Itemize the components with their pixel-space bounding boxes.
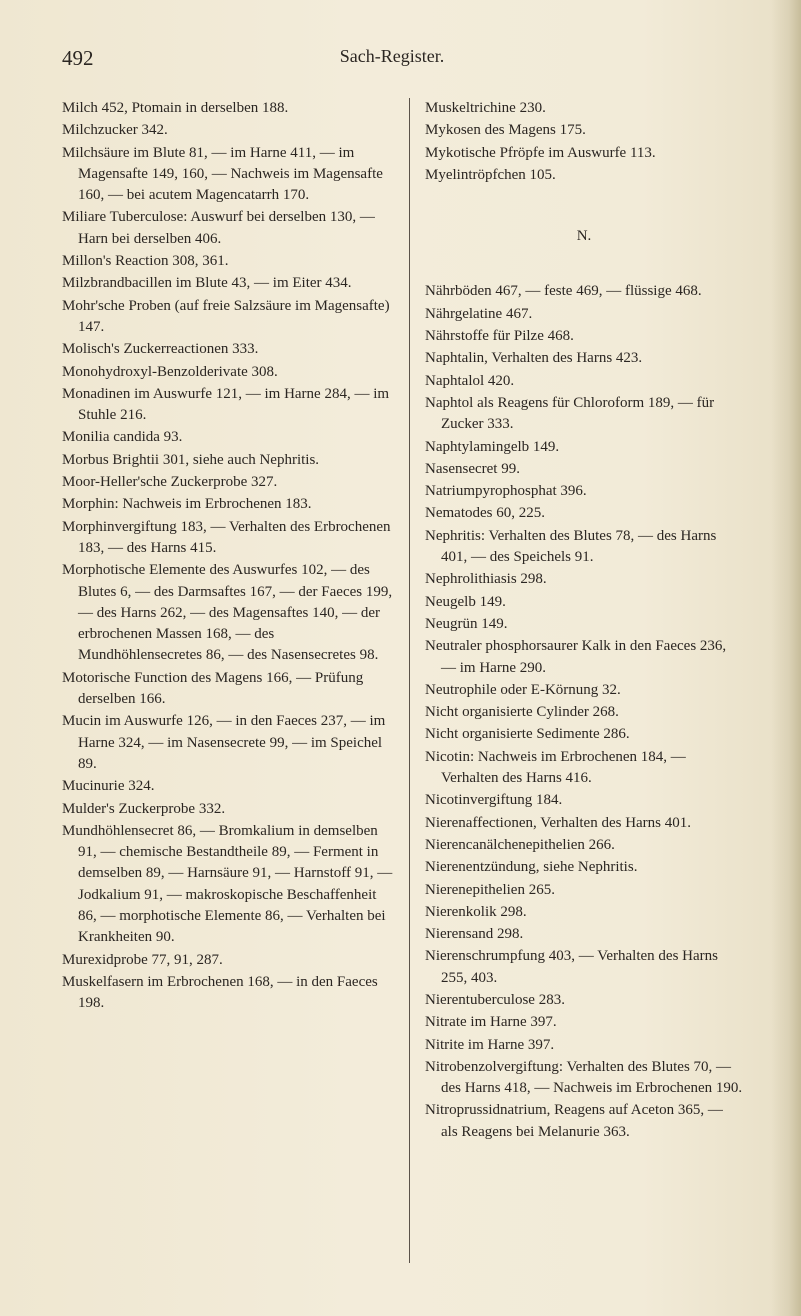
index-entry: Nitrate im Harne 397. [425,1014,557,1031]
index-entry: Molisch's Zuckerreactionen 333. [62,341,259,358]
index-entry: Neugrün 149. [425,615,508,632]
index-entry: Naphtol als Reagens für Chloroform 189, — für Zucker 333. [425,394,715,433]
page-edge-shadow [771,0,801,1316]
index-entry: Nicht organisierte Cylinder 268. [425,704,619,721]
index-entry: Muskeltrichine 230. [425,100,546,116]
index-entry: Motorische Function des Magens 166, — Prüfung derselben 166. [62,669,364,708]
index-entry: Nasensecret 99. [425,460,520,477]
column-divider [409,98,410,1263]
index-entry: Nierenepithelien 265. [425,881,555,898]
index-entry: Milchsäure im Blute 81, — im Harne 411, — im Magensafte 149, 160, — Nachweis im Magensafte 160, — bei acutem Magencatarrh 170. [62,144,383,204]
index-entries-m [425,98,743,186]
index-entry: Nitroprussidnatrium, Reagens auf Aceton 365, — als Reagens bei Melanurie 363. [425,1102,723,1140]
index-entry: Nierenkolik 298. [425,903,527,920]
index-entry: Nicotin: Nachweis im Erbrochenen 184, — Verhalten des Harns 416. [425,748,686,787]
index-entry: Natriumpyrophosphat 396. [425,483,587,500]
index-entry: Monohydroxyl-Benzolderivate 308. [62,363,278,380]
index-entry: Morphinvergiftung 183, — Verhalten des Erbrochenen 183, — des Harns 415. [62,518,391,556]
index-entry: Morphotische Elemente des Auswurfes 102, — des Blutes 6, — des Darmsaftes 167, — der Faeces 199, — des Harns 262, — des Magensaftes 140, — der erbrochenen Massen 168, — des Mundhöhlensecretes 86, — des Nasensecretes 98. [62,562,393,664]
index-entry: Milzbrandbacillen im Blute 43, — im Eiter 434. [62,275,352,292]
index-entry: Nierentuberculose 283. [425,991,565,1008]
index-entry: Morphin: Nachweis im Erbrochenen 183. [62,496,312,513]
index-entry: Naphtalin, Verhalten des Harns 423. [425,350,643,367]
index-entry: Neutrophile oder E-Körnung 32. [425,681,621,698]
index-entries-n [425,281,743,1143]
index-entry: Nitrobenzolvergiftung: Verhalten des Blutes 70, — des Harns 418, — Nachweis im Erbrochenen 190. [425,1058,743,1097]
index-entry: Moor-Heller'sche Zuckerprobe 327. [62,474,278,491]
index-entry: Monilia candida 93. [62,429,183,446]
index-entry: Miliare Tuberculose: Auswurf bei derselben 130, — Harn bei derselben 406. [62,209,375,247]
index-entry: Nährgelatine 467. [425,305,533,322]
page-header [62,46,722,76]
index-entry: Nephrolithiasis 298. [425,571,547,588]
index-entry: Neugelb 149. [425,593,506,610]
index-entry: Murexidprobe 77, 91, 287. [62,951,223,968]
index-entry: Morbus Brightii 301, siehe auch Nephritis. [62,451,320,468]
section-letter-n: N. [576,228,592,245]
index-entry: Nährstoffe für Pilze 468. [425,328,574,345]
index-entry: Milch 452, Ptomain in derselben 188. [62,100,289,116]
index-entry: Mucin im Auswurfe 126, — in den Faeces 237, — im Harne 324, — im Nasensecrete 99, — im Speichel 89. [62,713,386,772]
index-entry: Nephritis: Verhalten des Blutes 78, — des Harns 401, — des Speichels 91. [425,527,717,566]
index-entry: Nematodes 60, 225. [425,505,545,522]
page-number: 492 [62,46,94,70]
index-entry: Mohr'sche Proben (auf freie Salzsäure im Magensafte) 147. [62,297,390,335]
index-entry: Nicht organisierte Sedimente 286. [425,726,630,743]
index-column-left [62,98,394,1015]
index-entry: Myelintröpfchen 105. [425,166,556,183]
index-entry: Nicotinvergiftung 184. [425,792,563,809]
index-entry: Nierencanälchenepithelien 266. [425,836,615,853]
index-entry: Mucinurie 324. [62,778,155,795]
index-entry: Nierenentzündung, siehe Nephritis. [425,859,638,876]
index-entry: Mulder's Zuckerprobe 332. [62,800,226,817]
index-column-right [425,98,743,1144]
index-entry: Millon's Reaction 308, 361. [62,253,229,270]
index-entry: Muskelfasern im Erbrochenen 168, — in den Faeces 198. [62,973,378,1012]
index-entry: Monadinen im Auswurfe 121, — im Harne 284, — im Stuhle 216. [62,385,390,424]
index-entry: Naphtylamingelb 149. [425,438,560,455]
index-entry: Mykosen des Magens 175. [425,122,586,139]
running-title: Sach-Register. [339,46,445,66]
index-entry: Nierenschrumpfung 403, — Verhalten des Harns 255, 403. [425,948,718,986]
index-entry: Nährböden 467, — feste 469, — flüssige 468. [425,283,702,300]
index-entry: Milchzucker 342. [62,122,168,139]
index-entry: Nierenaffectionen, Verhalten des Harns 401. [425,814,692,831]
index-entry: Naphtalol 420. [425,372,515,389]
index-entry: Neutraler phosphorsaurer Kalk in den Faeces 236, — im Harne 290. [425,638,727,676]
index-entry: Nitrite im Harne 397. [425,1036,555,1053]
index-entry: Mykotische Pfröpfe im Auswurfe 113. [425,144,656,161]
index-entry: Mundhöhlensecret 86, — Bromkalium in demselben 91, — chemische Bestandtheile 89, — Ferment in demselben 89, — Harnsäure 91, — Harnstoff 91, — Jodkalium 91, — makroskopische Beschaffenheit 86, — morphotische Elemente 86, — Verhalten bei Krankheiten 90. [62,822,393,946]
index-entry: Nierensand 298. [425,926,524,943]
